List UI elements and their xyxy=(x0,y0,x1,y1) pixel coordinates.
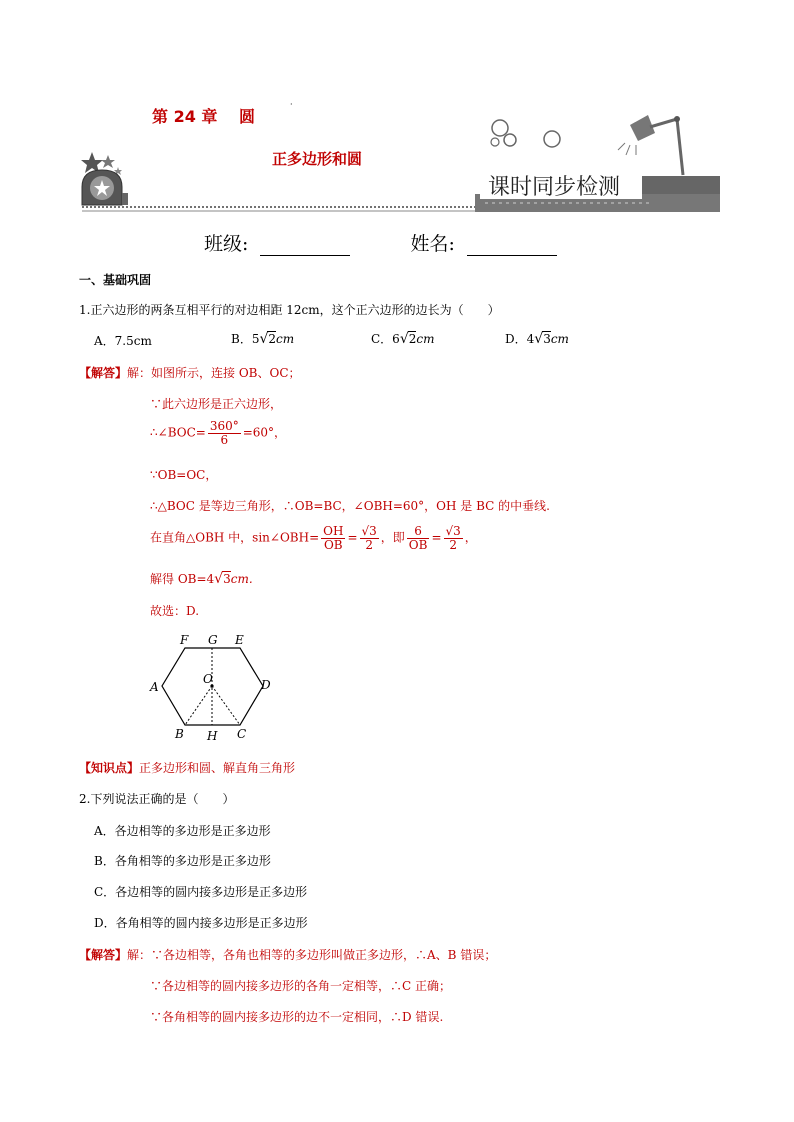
q1-answer-line2: ∵此六边形是正六边形， xyxy=(150,397,283,411)
label-G: G xyxy=(208,633,218,647)
q2-option-c: C．各边相等的圆内接多边形是正多边形 xyxy=(94,885,308,899)
class-label: 班级: xyxy=(204,233,249,255)
q2-stem: 2.下列说法正确的是（ ） xyxy=(79,792,235,806)
label-O: O xyxy=(203,672,213,686)
q2-option-d: D．各角相等的圆内接多边形是正多边形 xyxy=(94,916,308,930)
name-blank[interactable] xyxy=(467,237,557,256)
lesson-title: 正多边形和圆 xyxy=(272,150,363,168)
q1-option-a: A．7.5cm xyxy=(94,334,152,348)
name-label: 姓名: xyxy=(410,233,455,255)
fraction: $\frac{360^\circ}{6}$ xyxy=(209,419,239,447)
hexagon-figure xyxy=(145,630,280,745)
label-D: D xyxy=(261,678,271,692)
label-A: A xyxy=(150,680,159,694)
label-H: H xyxy=(207,729,218,743)
q1-answer-line6: 在直角△OBH 中，sin∠OBH= $\frac{OH}{OB}$ = $\frac{√3}{2}$ ，即 $\frac{6}{OB}$ = $\frac{√3}{2}$ ， xyxy=(150,524,477,552)
q1-answer-line4: ∵OB=OC， xyxy=(150,468,218,482)
label-E: E xyxy=(235,633,244,647)
q1-knowledge-point: 【知识点】正多边形和圆、解直角三角形 xyxy=(79,761,296,775)
q1-answer-line1: 【解答】解：如图所示，连接 OB、OC； xyxy=(79,366,301,380)
section-heading: 一、基础巩固 xyxy=(79,273,152,287)
q2-answer-line2: ∵各边相等的圆内接多边形的各角一定相等，∴C 正确； xyxy=(150,979,451,993)
q1-option-c: C．6√2cm xyxy=(371,331,435,347)
q1-answer-line3: ∴∠BOC= $\frac{360^\circ}{6}$ =60°， xyxy=(150,419,287,447)
q1-stem: 1.正六边形的两条互相平行的对边相距 12cm，这个正六边形的边长为（ ） xyxy=(79,303,500,317)
q1-answer-line7: 解得 OB=4√3cm. xyxy=(150,571,253,587)
q1-option-b: B．5√2cm xyxy=(231,331,295,347)
q2-option-b: B．各角相等的多边形是正多边形 xyxy=(94,854,271,868)
q2-option-a: A．各边相等的多边形是正多边形 xyxy=(94,824,271,838)
label-F: F xyxy=(180,633,189,647)
q1-option-d: D．4√3cm xyxy=(505,331,569,347)
q2-answer-line3: ∵各角相等的圆内接多边形的边不一定相同，∴D 错误. xyxy=(150,1010,444,1024)
q1-answer-line8: 故选：D. xyxy=(150,604,200,618)
label-B: B xyxy=(175,727,184,741)
q2-answer-line1: 【解答】解：∵各边相等，各角也相等的多边形叫做正多边形，∴A、B 错误； xyxy=(79,948,497,962)
banner-label: 课时同步检测 xyxy=(488,175,621,200)
student-info-line xyxy=(204,229,557,256)
answer-tag: 【解答】 xyxy=(79,366,128,380)
label-C: C xyxy=(237,727,247,741)
q1-answer-line5: ∴△BOC 是等边三角形，∴OB=BC，∠OBH=60°，OH 是 BC 的中垂线. xyxy=(150,499,550,513)
header-tick-mark: · xyxy=(290,100,293,109)
chapter-title: 第 24 章 圆 xyxy=(152,107,255,126)
star-badge-icon xyxy=(81,152,128,205)
class-blank[interactable] xyxy=(260,237,350,256)
